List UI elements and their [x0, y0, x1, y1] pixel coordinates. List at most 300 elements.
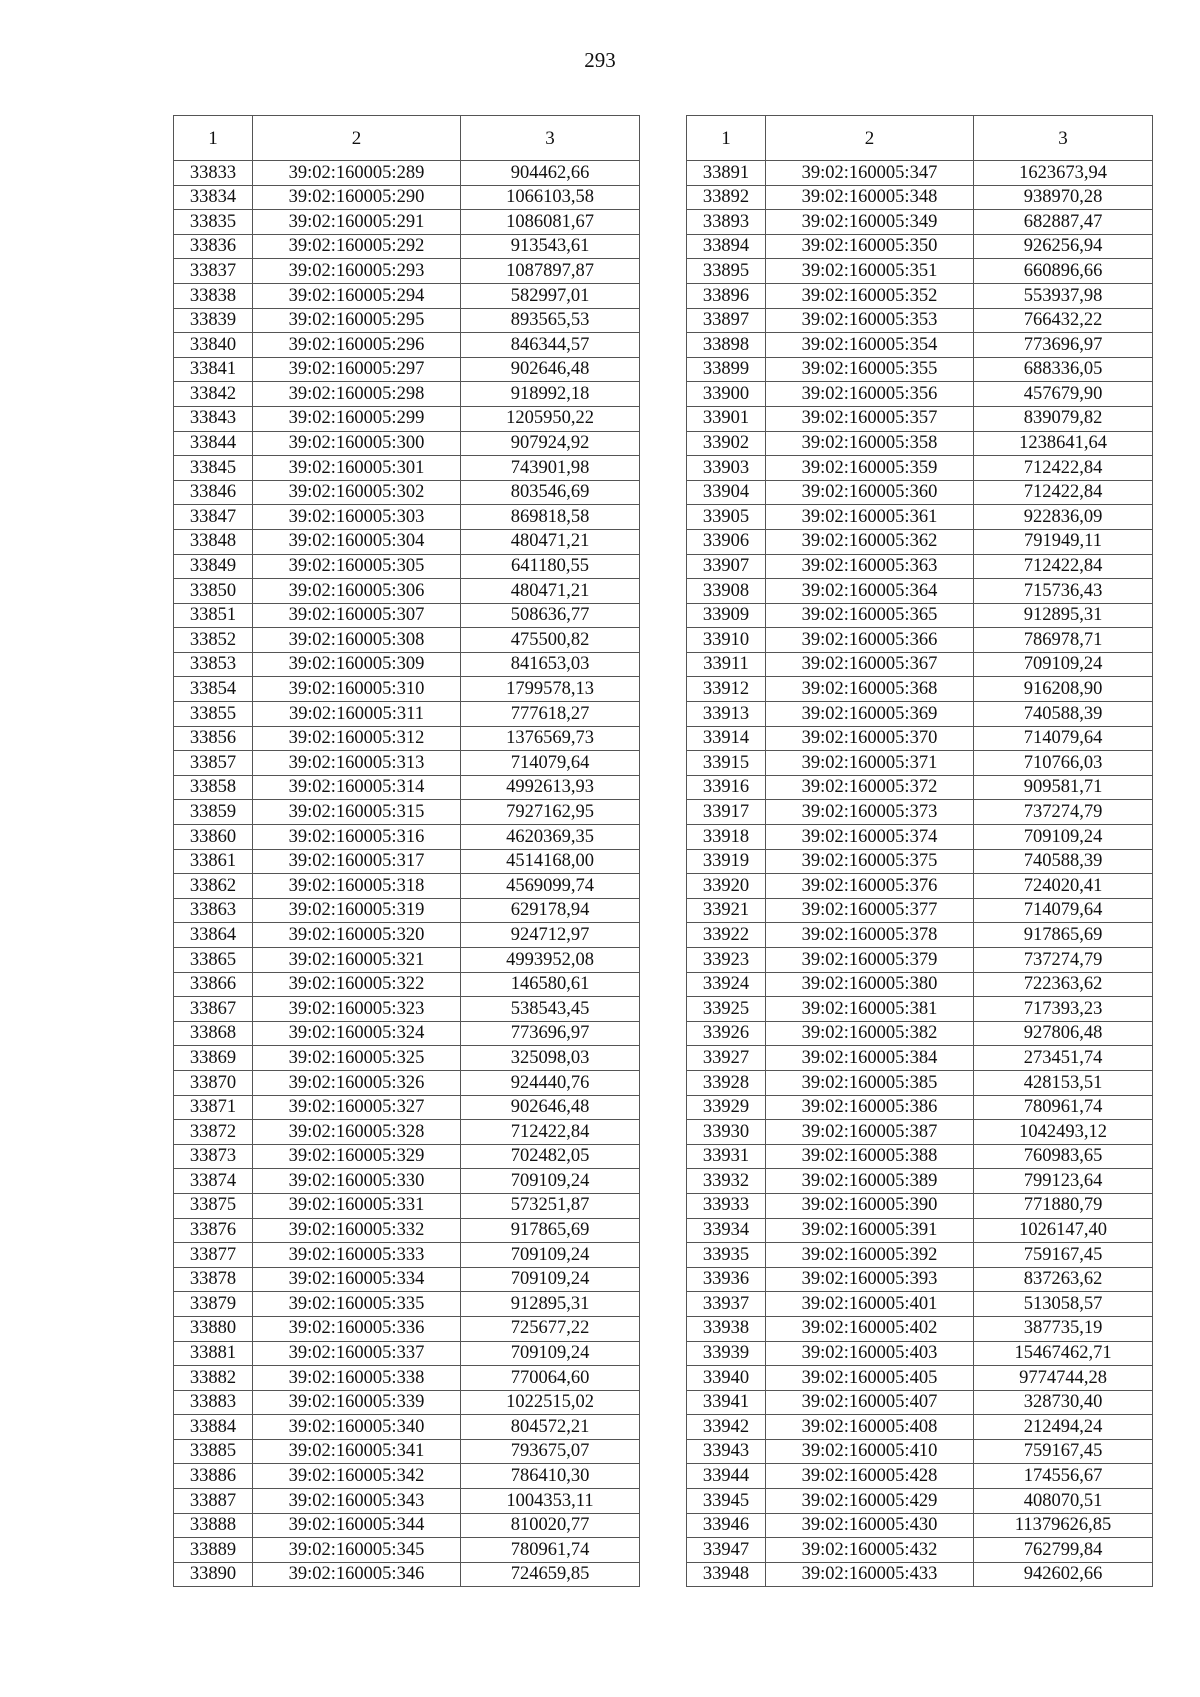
- cadastral-number-cell: 39:02:160005:324: [253, 1021, 461, 1046]
- table-row: [174, 751, 640, 776]
- cadastral-number-cell: 39:02:160005:350: [766, 234, 974, 259]
- row-number-cell: 33942: [687, 1415, 766, 1440]
- value-cell: 839079,82: [974, 406, 1153, 431]
- row-number-cell: 33855: [174, 702, 253, 727]
- row-number-cell: 33850: [174, 579, 253, 604]
- row-number-cell: 33908: [687, 579, 766, 604]
- table-row: [687, 431, 1153, 456]
- table-row: [687, 898, 1153, 923]
- table-row: [174, 652, 640, 677]
- cadastral-number-cell: 39:02:160005:428: [766, 1464, 974, 1489]
- value-cell: 1205950,22: [461, 406, 640, 431]
- cadastral-number-cell: 39:02:160005:329: [253, 1144, 461, 1169]
- table-row: [174, 1292, 640, 1317]
- table-row: [174, 1366, 640, 1391]
- row-number-cell: 33893: [687, 210, 766, 235]
- value-cell: 573251,87: [461, 1193, 640, 1218]
- cadastral-number-cell: 39:02:160005:349: [766, 210, 974, 235]
- table-row: [687, 652, 1153, 677]
- row-number-cell: 33936: [687, 1267, 766, 1292]
- cadastral-number-cell: 39:02:160005:384: [766, 1046, 974, 1071]
- row-number-cell: 33920: [687, 874, 766, 899]
- table-row: [687, 1415, 1153, 1440]
- table-row: [174, 1120, 640, 1145]
- cadastral-number-cell: 39:02:160005:338: [253, 1366, 461, 1391]
- table-row: [174, 259, 640, 284]
- row-number-cell: 33888: [174, 1513, 253, 1538]
- cadastral-number-cell: 39:02:160005:336: [253, 1316, 461, 1341]
- row-number-cell: 33892: [687, 185, 766, 210]
- value-cell: 1086081,67: [461, 210, 640, 235]
- value-cell: 918992,18: [461, 382, 640, 407]
- column-header-1: 1: [174, 116, 253, 161]
- table-row: [174, 898, 640, 923]
- table-row: [174, 800, 640, 825]
- cadastral-number-cell: 39:02:160005:297: [253, 357, 461, 382]
- cadastral-number-cell: 39:02:160005:392: [766, 1243, 974, 1268]
- row-number-cell: 33899: [687, 357, 766, 382]
- value-cell: 387735,19: [974, 1316, 1153, 1341]
- value-cell: 907924,92: [461, 431, 640, 456]
- value-cell: 212494,24: [974, 1415, 1153, 1440]
- row-number-cell: 33889: [174, 1538, 253, 1563]
- table-row: [687, 1316, 1153, 1341]
- cadastral-number-cell: 39:02:160005:300: [253, 431, 461, 456]
- cadastral-number-cell: 39:02:160005:343: [253, 1489, 461, 1514]
- row-number-cell: 33904: [687, 480, 766, 505]
- cadastral-number-cell: 39:02:160005:296: [253, 333, 461, 358]
- cadastral-number-cell: 39:02:160005:360: [766, 480, 974, 505]
- table-row: [174, 1218, 640, 1243]
- table-row: [174, 1538, 640, 1563]
- row-number-cell: 33835: [174, 210, 253, 235]
- row-number-cell: 33881: [174, 1341, 253, 1366]
- table-row: [687, 800, 1153, 825]
- table-row: [174, 529, 640, 554]
- value-cell: 938970,28: [974, 185, 1153, 210]
- row-number-cell: 33882: [174, 1366, 253, 1391]
- cadastral-number-cell: 39:02:160005:325: [253, 1046, 461, 1071]
- value-cell: 924712,97: [461, 923, 640, 948]
- row-number-cell: 33937: [687, 1292, 766, 1317]
- cadastral-number-cell: 39:02:160005:290: [253, 185, 461, 210]
- row-number-cell: 33885: [174, 1439, 253, 1464]
- value-cell: 714079,64: [461, 751, 640, 776]
- row-number-cell: 33930: [687, 1120, 766, 1145]
- cadastral-number-cell: 39:02:160005:375: [766, 849, 974, 874]
- row-number-cell: 33866: [174, 972, 253, 997]
- row-number-cell: 33907: [687, 554, 766, 579]
- row-number-cell: 33861: [174, 849, 253, 874]
- cadastral-number-cell: 39:02:160005:364: [766, 579, 974, 604]
- page-number: 293: [584, 48, 616, 72]
- cadastral-number-cell: 39:02:160005:313: [253, 751, 461, 776]
- table-row: [687, 948, 1153, 973]
- value-cell: 714079,64: [974, 726, 1153, 751]
- table-row: [687, 234, 1153, 259]
- value-cell: 869818,58: [461, 505, 640, 530]
- row-number-cell: 33844: [174, 431, 253, 456]
- cadastral-number-cell: 39:02:160005:312: [253, 726, 461, 751]
- cadastral-number-cell: 39:02:160005:405: [766, 1366, 974, 1391]
- value-cell: 786410,30: [461, 1464, 640, 1489]
- row-number-cell: 33935: [687, 1243, 766, 1268]
- value-cell: 913543,61: [461, 234, 640, 259]
- value-cell: 682887,47: [974, 210, 1153, 235]
- row-number-cell: 33838: [174, 283, 253, 308]
- row-number-cell: 33858: [174, 775, 253, 800]
- row-number-cell: 33932: [687, 1169, 766, 1194]
- row-number-cell: 33848: [174, 529, 253, 554]
- table-row: [174, 702, 640, 727]
- row-number-cell: 33913: [687, 702, 766, 727]
- cadastral-number-cell: 39:02:160005:293: [253, 259, 461, 284]
- row-number-cell: 33842: [174, 382, 253, 407]
- table-row: [174, 308, 640, 333]
- cadastral-number-cell: 39:02:160005:377: [766, 898, 974, 923]
- row-number-cell: 33902: [687, 431, 766, 456]
- value-cell: 709109,24: [461, 1267, 640, 1292]
- table-row: [174, 357, 640, 382]
- value-cell: 428153,51: [974, 1070, 1153, 1095]
- table-row: [174, 431, 640, 456]
- value-cell: 773696,97: [461, 1021, 640, 1046]
- row-number-cell: 33934: [687, 1218, 766, 1243]
- table-row: [687, 1144, 1153, 1169]
- cadastral-number-cell: 39:02:160005:401: [766, 1292, 974, 1317]
- row-number-cell: 33922: [687, 923, 766, 948]
- column-header-2: 2: [253, 116, 461, 161]
- cadastral-number-cell: 39:02:160005:309: [253, 652, 461, 677]
- table-row: [687, 825, 1153, 850]
- table-row: [174, 1095, 640, 1120]
- table-row: [174, 825, 640, 850]
- cadastral-number-cell: 39:02:160005:410: [766, 1439, 974, 1464]
- value-cell: 725677,22: [461, 1316, 640, 1341]
- cadastral-number-cell: 39:02:160005:369: [766, 702, 974, 727]
- row-number-cell: 33853: [174, 652, 253, 677]
- data-table-left: [173, 115, 640, 1587]
- row-number-cell: 33873: [174, 1144, 253, 1169]
- cadastral-number-cell: 39:02:160005:346: [253, 1562, 461, 1587]
- cadastral-number-cell: 39:02:160005:347: [766, 161, 974, 186]
- row-number-cell: 33896: [687, 283, 766, 308]
- row-number-cell: 33927: [687, 1046, 766, 1071]
- row-number-cell: 33894: [687, 234, 766, 259]
- cadastral-number-cell: 39:02:160005:432: [766, 1538, 974, 1563]
- row-number-cell: 33917: [687, 800, 766, 825]
- cadastral-number-cell: 39:02:160005:407: [766, 1390, 974, 1415]
- value-cell: 762799,84: [974, 1538, 1153, 1563]
- row-number-cell: 33945: [687, 1489, 766, 1514]
- table-row: [174, 456, 640, 481]
- table-row: [174, 1243, 640, 1268]
- row-number-cell: 33877: [174, 1243, 253, 1268]
- row-number-cell: 33839: [174, 308, 253, 333]
- table-row: [174, 948, 640, 973]
- table-row: [687, 579, 1153, 604]
- cadastral-number-cell: 39:02:160005:318: [253, 874, 461, 899]
- value-cell: 724659,85: [461, 1562, 640, 1587]
- table-row: [687, 1366, 1153, 1391]
- cadastral-number-cell: 39:02:160005:354: [766, 333, 974, 358]
- value-cell: 709109,24: [461, 1243, 640, 1268]
- cadastral-number-cell: 39:02:160005:319: [253, 898, 461, 923]
- table-row: [687, 161, 1153, 186]
- value-cell: 912895,31: [974, 603, 1153, 628]
- cadastral-number-cell: 39:02:160005:389: [766, 1169, 974, 1194]
- row-number-cell: 33864: [174, 923, 253, 948]
- row-number-cell: 33874: [174, 1169, 253, 1194]
- row-number-cell: 33845: [174, 456, 253, 481]
- table-row: [174, 677, 640, 702]
- cadastral-number-cell: 39:02:160005:362: [766, 529, 974, 554]
- value-cell: 15467462,71: [974, 1341, 1153, 1366]
- table-row: [687, 726, 1153, 751]
- cadastral-number-cell: 39:02:160005:351: [766, 259, 974, 284]
- value-cell: 846344,57: [461, 333, 640, 358]
- value-cell: 4620369,35: [461, 825, 640, 850]
- table-row: [174, 505, 640, 530]
- row-number-cell: 33886: [174, 1464, 253, 1489]
- row-number-cell: 33923: [687, 948, 766, 973]
- value-cell: 480471,21: [461, 579, 640, 604]
- cadastral-number-cell: 39:02:160005:357: [766, 406, 974, 431]
- table-row: [174, 1267, 640, 1292]
- table-row: [687, 480, 1153, 505]
- table-row: [174, 480, 640, 505]
- table-row: [687, 1464, 1153, 1489]
- value-cell: 7927162,95: [461, 800, 640, 825]
- cadastral-number-cell: 39:02:160005:374: [766, 825, 974, 850]
- row-number-cell: 33931: [687, 1144, 766, 1169]
- row-number-cell: 33900: [687, 382, 766, 407]
- value-cell: 722363,62: [974, 972, 1153, 997]
- cadastral-number-cell: 39:02:160005:361: [766, 505, 974, 530]
- table-row: [687, 874, 1153, 899]
- cadastral-number-cell: 39:02:160005:335: [253, 1292, 461, 1317]
- table-row: [687, 1341, 1153, 1366]
- table-row: [174, 1489, 640, 1514]
- value-cell: 1238641,64: [974, 431, 1153, 456]
- table-row: [174, 161, 640, 186]
- table-row: [174, 283, 640, 308]
- table-row: [174, 923, 640, 948]
- data-table-right: [686, 115, 1153, 1587]
- row-number-cell: 33852: [174, 628, 253, 653]
- row-number-cell: 33943: [687, 1439, 766, 1464]
- cadastral-number-cell: 39:02:160005:321: [253, 948, 461, 973]
- table-row: [687, 1218, 1153, 1243]
- cadastral-number-cell: 39:02:160005:303: [253, 505, 461, 530]
- value-cell: 773696,97: [974, 333, 1153, 358]
- table-row: [687, 972, 1153, 997]
- table-row: [687, 997, 1153, 1022]
- cadastral-number-cell: 39:02:160005:348: [766, 185, 974, 210]
- value-cell: 709109,24: [461, 1341, 640, 1366]
- value-cell: 1042493,12: [974, 1120, 1153, 1145]
- cadastral-number-cell: 39:02:160005:323: [253, 997, 461, 1022]
- cadastral-number-cell: 39:02:160005:380: [766, 972, 974, 997]
- table-row: [174, 1316, 640, 1341]
- row-number-cell: 33941: [687, 1390, 766, 1415]
- table-row: [687, 1489, 1153, 1514]
- table-row: [687, 259, 1153, 284]
- table-row: [174, 1070, 640, 1095]
- row-number-cell: 33851: [174, 603, 253, 628]
- cadastral-number-cell: 39:02:160005:358: [766, 431, 974, 456]
- row-number-cell: 33846: [174, 480, 253, 505]
- cadastral-number-cell: 39:02:160005:378: [766, 923, 974, 948]
- value-cell: 174556,67: [974, 1464, 1153, 1489]
- row-number-cell: 33897: [687, 308, 766, 333]
- value-cell: 408070,51: [974, 1489, 1153, 1514]
- cadastral-number-cell: 39:02:160005:359: [766, 456, 974, 481]
- value-cell: 712422,84: [974, 456, 1153, 481]
- table-row: [687, 554, 1153, 579]
- table-row: [174, 1144, 640, 1169]
- value-cell: 508636,77: [461, 603, 640, 628]
- cadastral-number-cell: 39:02:160005:408: [766, 1415, 974, 1440]
- cadastral-number-cell: 39:02:160005:315: [253, 800, 461, 825]
- table-row: [687, 505, 1153, 530]
- table-row: [174, 1341, 640, 1366]
- table-row: [687, 1120, 1153, 1145]
- row-number-cell: 33909: [687, 603, 766, 628]
- row-number-cell: 33939: [687, 1341, 766, 1366]
- row-number-cell: 33905: [687, 505, 766, 530]
- table-row: [687, 923, 1153, 948]
- row-number-cell: 33903: [687, 456, 766, 481]
- value-cell: 841653,03: [461, 652, 640, 677]
- cadastral-number-cell: 39:02:160005:433: [766, 1562, 974, 1587]
- cadastral-number-cell: 39:02:160005:301: [253, 456, 461, 481]
- cadastral-number-cell: 39:02:160005:332: [253, 1218, 461, 1243]
- value-cell: 1623673,94: [974, 161, 1153, 186]
- value-cell: 924440,76: [461, 1070, 640, 1095]
- row-number-cell: 33947: [687, 1538, 766, 1563]
- value-cell: 712422,84: [974, 480, 1153, 505]
- cadastral-number-cell: 39:02:160005:352: [766, 283, 974, 308]
- table-row: [687, 1562, 1153, 1587]
- table-row: [174, 1464, 640, 1489]
- value-cell: 780961,74: [974, 1095, 1153, 1120]
- table-row: [174, 1390, 640, 1415]
- cadastral-number-cell: 39:02:160005:373: [766, 800, 974, 825]
- cadastral-number-cell: 39:02:160005:330: [253, 1169, 461, 1194]
- table-row: [174, 406, 640, 431]
- value-cell: 917865,69: [974, 923, 1153, 948]
- cadastral-number-cell: 39:02:160005:298: [253, 382, 461, 407]
- row-number-cell: 33876: [174, 1218, 253, 1243]
- value-cell: 9774744,28: [974, 1366, 1153, 1391]
- value-cell: 146580,61: [461, 972, 640, 997]
- cadastral-number-cell: 39:02:160005:306: [253, 579, 461, 604]
- table-row: [687, 529, 1153, 554]
- row-number-cell: 33867: [174, 997, 253, 1022]
- row-number-cell: 33938: [687, 1316, 766, 1341]
- value-cell: 770064,60: [461, 1366, 640, 1391]
- row-number-cell: 33880: [174, 1316, 253, 1341]
- value-cell: 457679,90: [974, 382, 1153, 407]
- value-cell: 712422,84: [461, 1120, 640, 1145]
- value-cell: 902646,48: [461, 357, 640, 382]
- cadastral-number-cell: 39:02:160005:305: [253, 554, 461, 579]
- row-number-cell: 33948: [687, 1562, 766, 1587]
- value-cell: 1799578,13: [461, 677, 640, 702]
- row-number-cell: 33898: [687, 333, 766, 358]
- value-cell: 804572,21: [461, 1415, 640, 1440]
- row-number-cell: 33863: [174, 898, 253, 923]
- value-cell: 1026147,40: [974, 1218, 1153, 1243]
- cadastral-number-cell: 39:02:160005:387: [766, 1120, 974, 1145]
- value-cell: 1066103,58: [461, 185, 640, 210]
- cadastral-number-cell: 39:02:160005:388: [766, 1144, 974, 1169]
- value-cell: 4993952,08: [461, 948, 640, 973]
- table-row: [174, 554, 640, 579]
- row-number-cell: 33862: [174, 874, 253, 899]
- table-row: [687, 1439, 1153, 1464]
- value-cell: 793675,07: [461, 1439, 640, 1464]
- cadastral-number-cell: 39:02:160005:322: [253, 972, 461, 997]
- cadastral-number-cell: 39:02:160005:314: [253, 775, 461, 800]
- cadastral-number-cell: 39:02:160005:429: [766, 1489, 974, 1514]
- table-row: [174, 185, 640, 210]
- value-cell: 917865,69: [461, 1218, 640, 1243]
- value-cell: 717393,23: [974, 997, 1153, 1022]
- table-row: [687, 849, 1153, 874]
- value-cell: 4569099,74: [461, 874, 640, 899]
- table-row: [174, 1513, 640, 1538]
- cadastral-number-cell: 39:02:160005:326: [253, 1070, 461, 1095]
- cadastral-number-cell: 39:02:160005:372: [766, 775, 974, 800]
- row-number-cell: 33911: [687, 652, 766, 677]
- table-row: [687, 1243, 1153, 1268]
- cadastral-number-cell: 39:02:160005:341: [253, 1439, 461, 1464]
- row-number-cell: 33916: [687, 775, 766, 800]
- value-cell: 916208,90: [974, 677, 1153, 702]
- row-number-cell: 33871: [174, 1095, 253, 1120]
- value-cell: 791949,11: [974, 529, 1153, 554]
- row-number-cell: 33836: [174, 234, 253, 259]
- row-number-cell: 33946: [687, 1513, 766, 1538]
- cadastral-number-cell: 39:02:160005:356: [766, 382, 974, 407]
- value-cell: 912895,31: [461, 1292, 640, 1317]
- cadastral-number-cell: 39:02:160005:308: [253, 628, 461, 653]
- table-row: [174, 382, 640, 407]
- cadastral-number-cell: 39:02:160005:328: [253, 1120, 461, 1145]
- table-row: [687, 677, 1153, 702]
- table-row: [687, 775, 1153, 800]
- row-number-cell: 33910: [687, 628, 766, 653]
- table-row: [687, 628, 1153, 653]
- value-cell: 760983,65: [974, 1144, 1153, 1169]
- cadastral-number-cell: 39:02:160005:334: [253, 1267, 461, 1292]
- value-cell: 715736,43: [974, 579, 1153, 604]
- cadastral-number-cell: 39:02:160005:340: [253, 1415, 461, 1440]
- cadastral-number-cell: 39:02:160005:381: [766, 997, 974, 1022]
- cadastral-number-cell: 39:02:160005:371: [766, 751, 974, 776]
- value-cell: 771880,79: [974, 1193, 1153, 1218]
- table-row: [687, 210, 1153, 235]
- value-cell: 799123,64: [974, 1169, 1153, 1194]
- cadastral-number-cell: 39:02:160005:311: [253, 702, 461, 727]
- table-row: [687, 1021, 1153, 1046]
- cadastral-number-cell: 39:02:160005:316: [253, 825, 461, 850]
- cadastral-number-cell: 39:02:160005:333: [253, 1243, 461, 1268]
- value-cell: 737274,79: [974, 800, 1153, 825]
- table-row: [174, 1439, 640, 1464]
